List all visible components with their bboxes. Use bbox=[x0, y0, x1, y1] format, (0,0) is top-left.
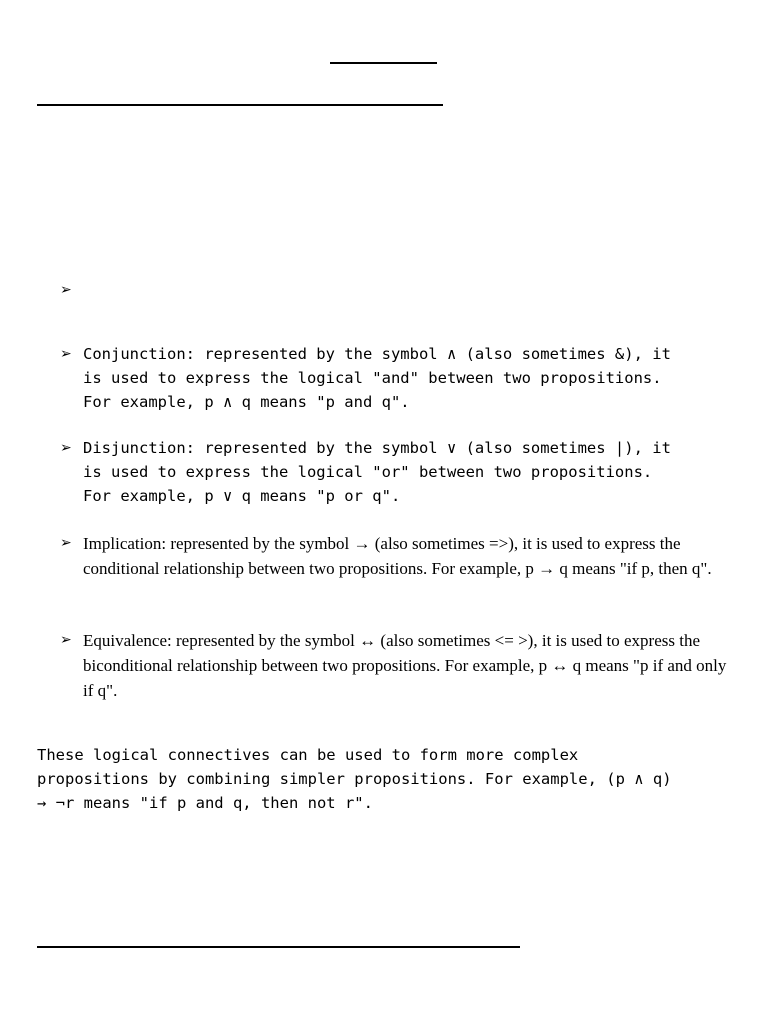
equivalence-bullet-item bbox=[60, 628, 740, 703]
arrow-bullet-icon: ➢ bbox=[60, 440, 72, 456]
arrow-bullet-icon: ➢ bbox=[60, 632, 72, 648]
equivalence-text: Equivalence: represented by the symbol ↔ (also sometimes <= >), it is used to express the biconditional relationship between two propositions. For example, p ↔ q means "p if and only if q". bbox=[83, 631, 727, 700]
implication-bullet-item bbox=[60, 531, 740, 581]
top-long-rule bbox=[37, 104, 443, 106]
disjunction-text: Disjunction: represented by the symbol ∨ (also sometimes |), it is used to express the logical "or" between two propositions. For example, p ∨ q means "p or q". bbox=[83, 439, 671, 505]
implication-text: Implication: represented by the symbol → (also sometimes =>), it is used to express the conditional relationship between two propositions. For example, p → q means "if p, then q". bbox=[83, 534, 712, 578]
arrow-bullet-icon: ➢ bbox=[60, 535, 72, 551]
conjunction-text: Conjunction: represented by the symbol ∧ (also sometimes &), it is used to express the logical "and" between two propositions. For example, p ∧ q means "p and q". bbox=[83, 345, 671, 411]
arrow-bullet-icon: ➢ bbox=[60, 282, 72, 298]
empty-bullet-item bbox=[60, 278, 740, 302]
summary-paragraph: These logical connectives can be used to form more complex propositions by combining simpler propositions. For example, (p ∧ q) → ¬r means "if p and q, then not r". bbox=[37, 746, 672, 812]
disjunction-bullet-item bbox=[60, 436, 740, 508]
arrow-bullet-icon: ➢ bbox=[60, 346, 72, 362]
bottom-rule bbox=[37, 946, 520, 948]
conjunction-bullet-item bbox=[60, 342, 740, 414]
top-short-rule bbox=[330, 62, 437, 64]
